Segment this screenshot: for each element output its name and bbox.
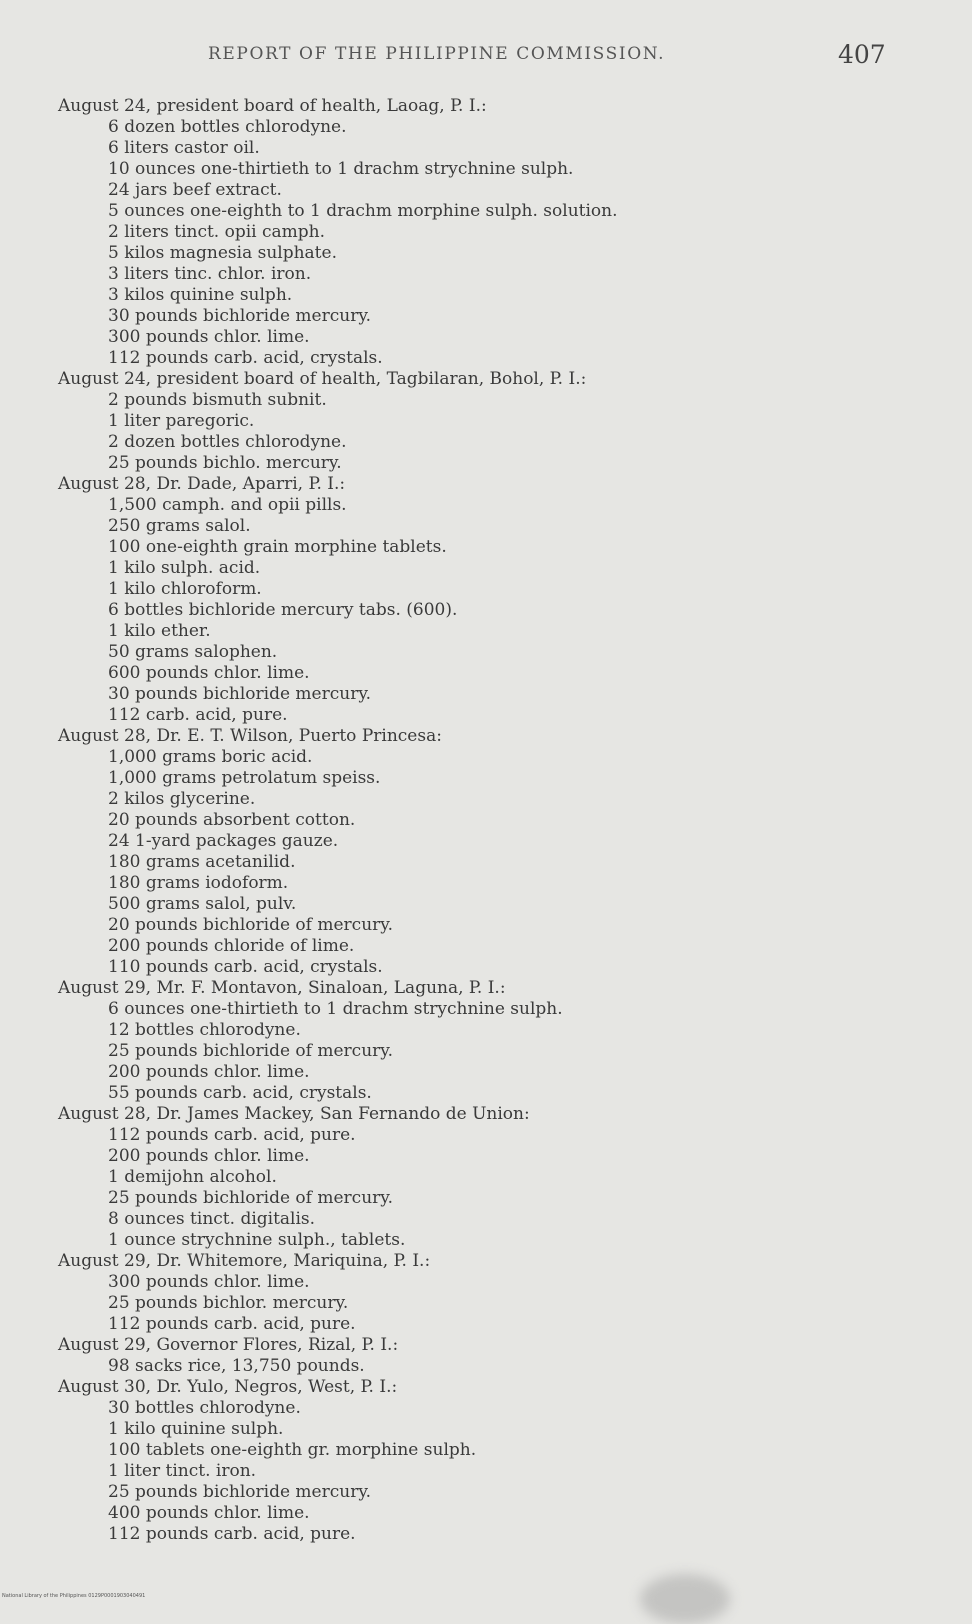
scan-credit: National Library of the Philippines 0129P0001903040491 <box>2 1593 146 1599</box>
shipment-item: 20 pounds absorbent cotton. <box>108 810 356 830</box>
shipment-item: 1 kilo quinine sulph. <box>108 1419 284 1439</box>
shipment-item: 3 kilos quinine sulph. <box>108 285 293 305</box>
shipment-entry-heading: August 24, president board of health, Laoag, P. I.: <box>58 96 487 116</box>
document-body <box>58 96 918 1545</box>
shipment-item: 2 kilos glycerine. <box>108 789 256 809</box>
shipment-item: 2 dozen bottles chlorodyne. <box>108 432 347 452</box>
page-header <box>0 40 972 70</box>
shipment-item: 110 pounds carb. acid, crystals. <box>108 957 383 977</box>
shipment-item: 55 pounds carb. acid, crystals. <box>108 1083 372 1103</box>
shipment-item: 30 pounds bichloride mercury. <box>108 306 372 326</box>
shipment-item: 6 dozen bottles chlorodyne. <box>108 117 347 137</box>
shipment-item: 112 pounds carb. acid, pure. <box>108 1524 356 1544</box>
shipment-item: 24 1-yard packages gauze. <box>108 831 339 851</box>
shipment-item: 12 bottles chlorodyne. <box>108 1020 301 1040</box>
shipment-item: 8 ounces tinct. digitalis. <box>108 1209 316 1229</box>
shipment-item: 1 kilo sulph. acid. <box>108 558 261 578</box>
shipment-item: 112 pounds carb. acid, crystals. <box>108 348 383 368</box>
shipment-item: 30 pounds bichloride mercury. <box>108 684 372 704</box>
shipment-entry-heading: August 30, Dr. Yulo, Negros, West, P. I.: <box>58 1377 398 1397</box>
shipment-item: 100 one-eighth grain morphine tablets. <box>108 537 447 557</box>
shipment-item: 1,000 grams petrolatum speiss. <box>108 768 381 788</box>
shipment-item: 5 kilos magnesia sulphate. <box>108 243 337 263</box>
shipment-item: 180 grams acetanilid. <box>108 852 296 872</box>
shipment-item: 180 grams iodoform. <box>108 873 289 893</box>
shipment-item: 1 demijohn alcohol. <box>108 1167 277 1187</box>
shipment-item: 1,000 grams boric acid. <box>108 747 313 767</box>
shipment-item: 200 pounds chlor. lime. <box>108 1146 310 1166</box>
shipment-item: 20 pounds bichloride of mercury. <box>108 915 394 935</box>
shipment-item: 25 pounds bichloride mercury. <box>108 1482 372 1502</box>
running-head: REPORT OF THE PHILIPPINE COMMISSION. <box>208 44 666 64</box>
shipment-item: 1 liter paregoric. <box>108 411 255 431</box>
shipment-entry-heading: August 28, Dr. James Mackey, San Fernando de Union: <box>58 1104 530 1124</box>
shipment-item: 5 ounces one-eighth to 1 drachm morphine sulph. solution. <box>108 201 618 221</box>
shipment-entry-heading: August 29, Governor Flores, Rizal, P. I.: <box>58 1335 399 1355</box>
scan-smudge <box>640 1574 730 1624</box>
shipment-item: 1 ounce strychnine sulph., tablets. <box>108 1230 406 1250</box>
page-number: 407 <box>838 40 886 69</box>
shipment-entry-heading: August 28, Dr. E. T. Wilson, Puerto Princesa: <box>58 726 442 746</box>
shipment-item: 3 liters tinc. chlor. iron. <box>108 264 312 284</box>
shipment-item: 2 pounds bismuth subnit. <box>108 390 327 410</box>
shipment-entry-heading: August 29, Dr. Whitemore, Mariquina, P. I.: <box>58 1251 431 1271</box>
shipment-item: 1 liter tinct. iron. <box>108 1461 257 1481</box>
shipment-item: 112 pounds carb. acid, pure. <box>108 1314 356 1334</box>
shipment-item: 98 sacks rice, 13,750 pounds. <box>108 1356 365 1376</box>
shipment-item: 25 pounds bichloride of mercury. <box>108 1188 394 1208</box>
shipment-item: 112 pounds carb. acid, pure. <box>108 1125 356 1145</box>
shipment-item: 25 pounds bichloride of mercury. <box>108 1041 394 1061</box>
shipment-item: 112 carb. acid, pure. <box>108 705 288 725</box>
shipment-item: 400 pounds chlor. lime. <box>108 1503 310 1523</box>
shipment-item: 30 bottles chlorodyne. <box>108 1398 301 1418</box>
shipment-entry-heading: August 29, Mr. F. Montavon, Sinaloan, Laguna, P. I.: <box>58 978 506 998</box>
shipment-item: 2 liters tinct. opii camph. <box>108 222 326 242</box>
shipment-entry-heading: August 24, president board of health, Tagbilaran, Bohol, P. I.: <box>58 369 587 389</box>
shipment-item: 25 pounds bichlor. mercury. <box>108 1293 349 1313</box>
shipment-item: 300 pounds chlor. lime. <box>108 327 310 347</box>
shipment-item: 24 jars beef extract. <box>108 180 282 200</box>
shipment-item: 200 pounds chlor. lime. <box>108 1062 310 1082</box>
shipment-item: 10 ounces one-thirtieth to 1 drachm strychnine sulph. <box>108 159 574 179</box>
shipment-item: 300 pounds chlor. lime. <box>108 1272 310 1292</box>
shipment-item: 6 ounces one-thirtieth to 1 drachm strychnine sulph. <box>108 999 563 1019</box>
shipment-item: 6 bottles bichloride mercury tabs. (600). <box>108 600 458 620</box>
shipment-entry-heading: August 28, Dr. Dade, Aparri, P. I.: <box>58 474 346 494</box>
shipment-item: 100 tablets one-eighth gr. morphine sulph. <box>108 1440 477 1460</box>
shipment-item: 25 pounds bichlo. mercury. <box>108 453 342 473</box>
shipment-item: 1,500 camph. and opii pills. <box>108 495 347 515</box>
shipment-item: 500 grams salol, pulv. <box>108 894 297 914</box>
shipment-item: 200 pounds chloride of lime. <box>108 936 355 956</box>
shipment-item: 250 grams salol. <box>108 516 251 536</box>
shipment-item: 600 pounds chlor. lime. <box>108 663 310 683</box>
shipment-item: 1 kilo chloroform. <box>108 579 262 599</box>
shipment-item: 1 kilo ether. <box>108 621 211 641</box>
shipment-item: 6 liters castor oil. <box>108 138 260 158</box>
shipment-item: 50 grams salophen. <box>108 642 278 662</box>
